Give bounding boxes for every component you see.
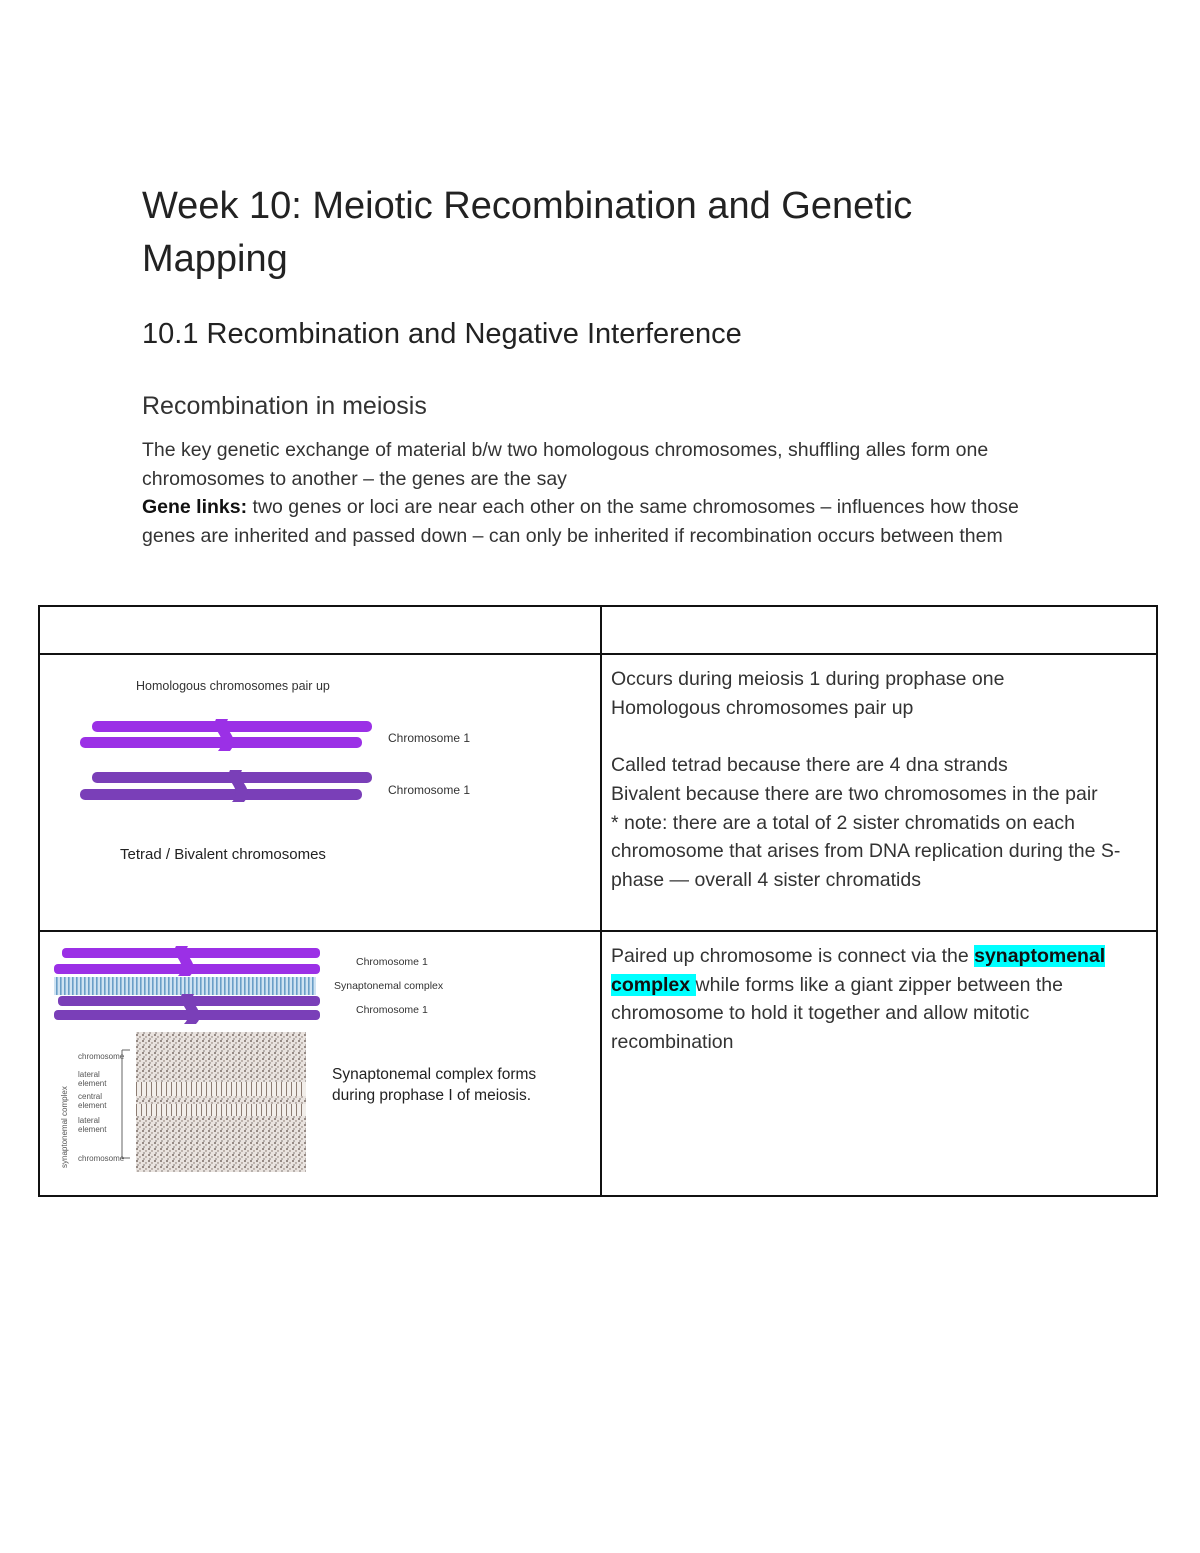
synaptonemal-chromosomes — [54, 946, 320, 1024]
header-cell-right — [601, 606, 1157, 654]
micrograph-side-label: synaptonemal complex — [60, 1086, 69, 1168]
note-line: Occurs during meiosis 1 during prophase one — [611, 668, 1005, 690]
synaptonemal-figure — [40, 932, 598, 1195]
text-after-highlight: while forms like a giant zipper between the chromosome to hold it together and allow mitotic recombination — [611, 973, 1063, 1054]
note-line: Bivalent because there are two chromosomes in the pair — [611, 782, 1098, 805]
chromosome-pair-top — [80, 719, 372, 751]
synaptonemal-complex-label: Synaptonemal complex — [334, 980, 444, 992]
gene-links-term: Gene links: — [142, 496, 248, 518]
text-cell-tetrad — [601, 654, 1157, 931]
gene-links-text: two genes or loci are near each other on the same chromosomes – influences how those genes are inherited and passed down – can only be inherited if recombination occurs between them — [142, 496, 1019, 547]
gene-links-paragraph — [142, 493, 1072, 550]
page-title: Week 10: Meiotic Recombination and Genetic Mapping — [142, 185, 913, 280]
micrograph-label: chromosome — [78, 1154, 125, 1163]
tetrad-diagram — [40, 655, 598, 930]
tetrad-figure — [40, 655, 598, 930]
figure-caption: Synaptonemal complex forms during prophase I of meiosis. — [332, 1066, 537, 1104]
note-line: Called tetrad because there are 4 dna strands — [611, 754, 1008, 777]
header-cell-left — [39, 606, 601, 654]
micrograph-label: lateral element — [78, 1070, 107, 1088]
chromosome-label-top: Chromosome 1 — [356, 956, 428, 968]
chromosome-label-top: Chromosome 1 — [388, 731, 471, 745]
chromosome-pair-bottom — [80, 770, 372, 802]
intro-body — [142, 436, 1072, 550]
chromosome-label-bottom: Chromosome 1 — [356, 1004, 428, 1016]
intro-paragraph: The key genetic exchange of material b/w two homologous chromosomes, shuffling alles form one chromosomes to another – the genes are the say — [142, 439, 989, 490]
figure-cell-tetrad — [39, 654, 601, 931]
synaptonemal-notes — [602, 932, 1156, 1063]
micrograph-label: central element — [78, 1092, 107, 1110]
tetrad-notes — [602, 655, 1156, 901]
note-line: * note: there are a total of 2 sister chromatids on each chromosome that arises from DNA replication during the S-phase — overall 4 sister chromatids — [611, 811, 1121, 891]
figure-caption: Tetrad / Bivalent chromosomes — [120, 846, 326, 863]
figure-cell-synaptonemal — [39, 931, 601, 1196]
micrograph-image — [122, 1032, 306, 1172]
figure-heading: Homologous chromosomes pair up — [136, 679, 330, 693]
micrograph-label: lateral element — [78, 1116, 107, 1134]
micrograph-label: chromosome — [78, 1052, 125, 1061]
text-cell-synaptonemal — [601, 931, 1157, 1196]
subsection-heading: Recombination in meiosis — [142, 392, 427, 420]
highlighted-term: synaptomenal complex — [611, 945, 1106, 996]
note-line: Homologous chromosomes pair up — [611, 696, 914, 719]
text-before-highlight: Paired up chromosome is connect via the — [611, 945, 975, 967]
synaptonemal-paragraph — [611, 942, 1148, 1057]
table-row — [39, 931, 1157, 1196]
chromosome-label-bottom: Chromosome 1 — [388, 783, 471, 797]
note-spacer — [611, 722, 1148, 751]
notes-table — [38, 605, 1158, 1197]
table-header-row — [39, 606, 1157, 654]
table-row — [39, 654, 1157, 931]
section-heading: 10.1 Recombination and Negative Interference — [142, 318, 742, 350]
